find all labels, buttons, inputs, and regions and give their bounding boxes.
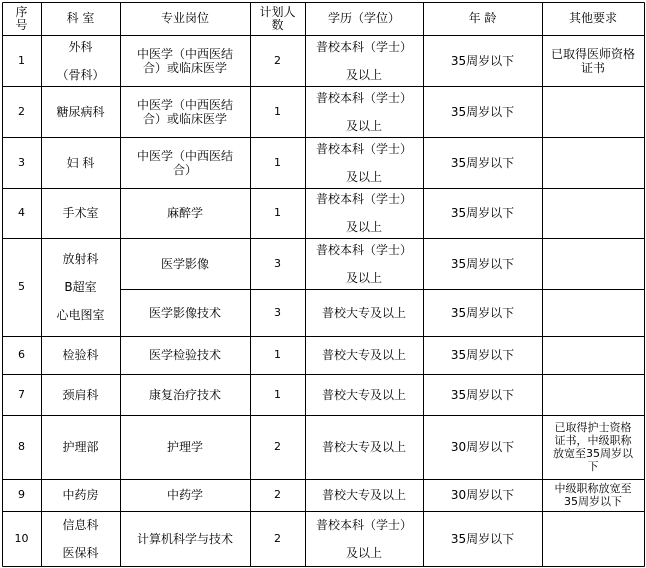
- row-6-education-text: 普校大专及以上: [321, 348, 406, 362]
- row-6-dept: [41, 336, 120, 374]
- row-10-position-text: 计算机科学与技术: [136, 531, 233, 546]
- row-1-age-text: 35周岁以下: [450, 53, 515, 68]
- row-4-count-text: 1: [274, 206, 281, 219]
- row-8-position: [120, 415, 250, 479]
- row-1-other-text: 已取得医师资格 证书: [550, 46, 635, 75]
- row-2-dept-text: 糖尿病科: [56, 104, 105, 119]
- row-2-education-text: 普校本科（学士） 及以上: [315, 90, 412, 133]
- row-10-age: [423, 511, 542, 566]
- row-1-position: [120, 35, 250, 86]
- row-4-other: [542, 188, 644, 238]
- row-5b-age-text: 35周岁以下: [450, 305, 515, 320]
- row-8-count: [250, 415, 305, 479]
- row-9-other-text: 中级职称放宽至 35周岁以下: [554, 482, 632, 508]
- row-3-position: [120, 137, 250, 188]
- row-4-education: [305, 188, 423, 238]
- row-8-age-text: 30周岁以下: [450, 440, 515, 454]
- row-9-age: [423, 479, 542, 511]
- row-10-education: [305, 511, 423, 566]
- header-position-label: 专业岗位: [160, 11, 209, 25]
- row-1-seq: [2, 35, 41, 86]
- row-10-education-text: 普校本科（学士） 及以上: [315, 517, 412, 560]
- header-age: [423, 2, 542, 35]
- row-9-seq: [2, 479, 41, 511]
- row-4-education-text: 普校本科（学士） 及以上: [315, 192, 412, 234]
- row-9-dept: [41, 479, 120, 511]
- row-3-position-text: 中医学（中西医结 合）: [136, 148, 233, 177]
- row-8-dept: [41, 415, 120, 479]
- row-10-other: [542, 511, 644, 566]
- row-7-position: [120, 374, 250, 415]
- row-8-other: [542, 415, 644, 479]
- row-8-education: [305, 415, 423, 479]
- row-3-age-text: 35周岁以下: [450, 155, 515, 170]
- row-1-education-text: 普校本科（学士） 及以上: [315, 39, 412, 82]
- row-2-other: [542, 86, 644, 137]
- row-10-dept: [41, 511, 120, 566]
- row-8-seq-text: 8: [18, 440, 25, 453]
- row-9-age-text: 30周岁以下: [450, 488, 515, 502]
- row-7-count: [250, 374, 305, 415]
- row-5b-count: [250, 289, 305, 336]
- header-other-label: 其他要求: [568, 11, 617, 25]
- row-7-seq: [2, 374, 41, 415]
- row-6-seq: [2, 336, 41, 374]
- row-3-dept-text: 妇 科: [66, 155, 95, 170]
- row-4-age: [423, 188, 542, 238]
- row-5b-count-text: 3: [274, 305, 281, 319]
- row-8-position-text: 护理学: [166, 440, 203, 454]
- row-1-position-text: 中医学（中西医结 合）或临床医学: [136, 46, 233, 75]
- row-3-count: [250, 137, 305, 188]
- row-2-position: [120, 86, 250, 137]
- row-6-dept-text: 检验科: [62, 348, 99, 362]
- row-5a-position: [120, 238, 250, 289]
- row-1-age: [423, 35, 542, 86]
- row-6-count-text: 1: [274, 348, 281, 361]
- row-3-dept: [41, 137, 120, 188]
- row-3-seq: [2, 137, 41, 188]
- row-4-position: [120, 188, 250, 238]
- row-7-dept: [41, 374, 120, 415]
- row-3-seq-text: 3: [18, 155, 25, 169]
- row-10-seq-text: 10: [14, 531, 29, 545]
- row-5a-education-text: 普校本科（学士） 及以上: [315, 242, 412, 285]
- row-7-age-text: 35周岁以下: [450, 387, 515, 402]
- row-8-education-text: 普校大专及以上: [321, 440, 406, 454]
- row-4-count: [250, 188, 305, 238]
- row-9-count-text: 2: [274, 488, 281, 501]
- row-5a-education: [305, 238, 423, 289]
- row-3-other: [542, 137, 644, 188]
- row-9-seq-text: 9: [18, 488, 25, 501]
- row-4-dept: [41, 188, 120, 238]
- row-10-position: [120, 511, 250, 566]
- row-5b-age: [423, 289, 542, 336]
- row-2-dept: [41, 86, 120, 137]
- row-6-count: [250, 336, 305, 374]
- row-7-age: [423, 374, 542, 415]
- row-8-other-text: 已取得护士资格 证书，中级职称 放宽至35周岁以 下: [553, 421, 633, 473]
- row-9-position-text: 中药学: [166, 488, 203, 502]
- row-6-seq-text: 6: [18, 348, 25, 361]
- header-seq: [2, 2, 41, 35]
- row-10-age-text: 35周岁以下: [450, 531, 515, 546]
- row-6-position: [120, 336, 250, 374]
- row-5a-position-text: 医学影像: [160, 256, 209, 271]
- row-9-position: [120, 479, 250, 511]
- row-2-position-text: 中医学（中西医结 合）或临床医学: [136, 97, 233, 126]
- row-8-seq: [2, 415, 41, 479]
- row-7-count-text: 1: [274, 387, 281, 401]
- row-6-education: [305, 336, 423, 374]
- row-5b-position: [120, 289, 250, 336]
- row-3-education: [305, 137, 423, 188]
- row-7-dept-text: 颈肩科: [62, 387, 99, 402]
- row-4-seq-text: 4: [18, 206, 25, 219]
- row-5-dept-text: 放射科 B超室 心电图室: [56, 252, 105, 322]
- row-5b-education: [305, 289, 423, 336]
- row-1-education: [305, 35, 423, 86]
- row-3-age: [423, 137, 542, 188]
- row-9-dept-text: 中药房: [62, 488, 99, 502]
- row-6-age-text: 35周岁以下: [450, 348, 515, 362]
- row-9-count: [250, 479, 305, 511]
- row-5b-other: [542, 289, 644, 336]
- row-6-other: [542, 336, 644, 374]
- row-4-position-text: 麻醉学: [166, 206, 203, 220]
- row-6-age: [423, 336, 542, 374]
- row-7-position-text: 康复治疗技术: [148, 387, 221, 402]
- header-education: [305, 2, 423, 35]
- row-5-seq: [2, 238, 41, 336]
- row-7-education-text: 普校大专及以上: [321, 387, 406, 402]
- row-5a-count-text: 3: [274, 256, 281, 270]
- row-8-dept-text: 护理部: [62, 440, 99, 454]
- row-9-education-text: 普校大专及以上: [321, 488, 406, 502]
- row-2-education: [305, 86, 423, 137]
- row-1-count: [250, 35, 305, 86]
- row-7-other: [542, 374, 644, 415]
- row-2-count: [250, 86, 305, 137]
- row-3-count-text: 1: [274, 155, 281, 169]
- row-8-count-text: 2: [274, 440, 281, 453]
- row-7-seq-text: 7: [18, 387, 25, 401]
- row-3-education-text: 普校本科（学士） 及以上: [315, 141, 412, 184]
- row-2-age-text: 35周岁以下: [450, 104, 515, 119]
- row-10-count: [250, 511, 305, 566]
- row-2-count-text: 1: [274, 104, 281, 118]
- row-5b-position-text: 医学影像技术: [148, 305, 221, 320]
- header-dept-label: 科 室: [66, 11, 95, 25]
- row-6-position-text: 医学检验技术: [148, 348, 221, 362]
- header-age-label: 年 龄: [468, 11, 497, 25]
- row-9-other: [542, 479, 644, 511]
- row-10-dept-text: 信息科 医保科: [62, 517, 99, 560]
- row-5-seq-text: 5: [18, 280, 25, 293]
- row-5a-count: [250, 238, 305, 289]
- row-5a-age: [423, 238, 542, 289]
- row-10-seq: [2, 511, 41, 566]
- row-8-age: [423, 415, 542, 479]
- header-seq-label: 序 号: [15, 4, 28, 32]
- header-count: [250, 2, 305, 35]
- row-2-age: [423, 86, 542, 137]
- row-1-count-text: 2: [274, 53, 281, 67]
- row-5-dept: [41, 238, 120, 336]
- row-4-seq: [2, 188, 41, 238]
- row-1-dept: [41, 35, 120, 86]
- header-count-label: 计划人 数: [259, 4, 296, 32]
- row-1-other: [542, 35, 644, 86]
- row-4-dept-text: 手术室: [62, 206, 99, 220]
- row-7-education: [305, 374, 423, 415]
- row-10-count-text: 2: [274, 531, 281, 545]
- row-1-seq-text: 1: [18, 53, 25, 67]
- header-position: [120, 2, 250, 35]
- row-2-seq: [2, 86, 41, 137]
- header-education-label: 学历（学位）: [327, 11, 400, 25]
- row-5b-education-text: 普校大专及以上: [321, 305, 406, 320]
- row-1-dept-text: 外科 （骨科）: [56, 39, 105, 82]
- row-5a-other: [542, 238, 644, 289]
- row-9-education: [305, 479, 423, 511]
- row-5a-age-text: 35周岁以下: [450, 256, 515, 271]
- row-4-age-text: 35周岁以下: [450, 206, 515, 220]
- row-2-seq-text: 2: [18, 104, 25, 118]
- header-other: [542, 2, 644, 35]
- header-dept: [41, 2, 120, 35]
